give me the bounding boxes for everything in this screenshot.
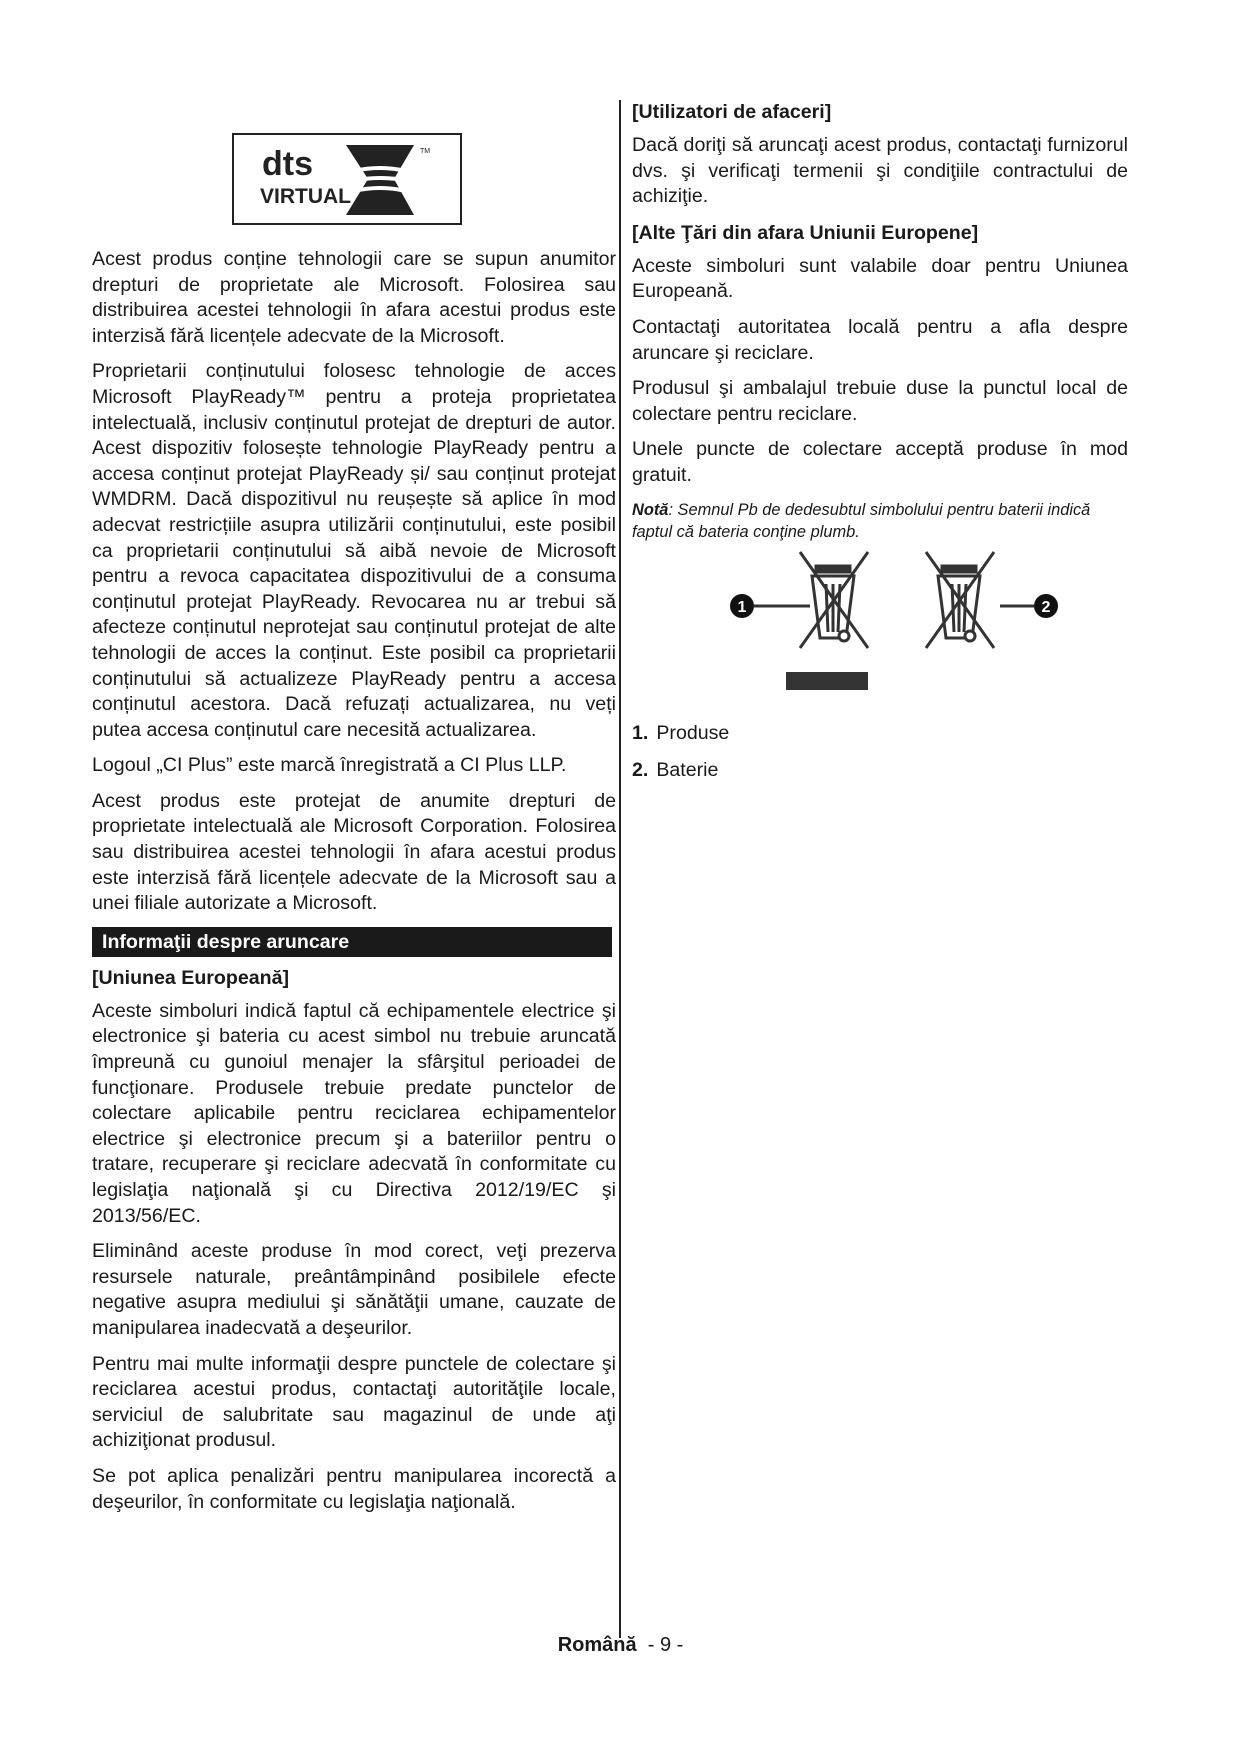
paragraph-other-1: Aceste simboluri sunt valabile doar pentru Uniunea Europeană. [632,254,1128,303]
paragraph-eu-penalties: Se pot aplica penalizări pentru manipularea incorectă a deşeurilor, în conformitate cu legislaţia naţională. [92,1464,616,1513]
weee-symbols [720,546,1090,696]
business-heading: [Utilizatori de afaceri] [632,101,832,123]
tm-mark: TM [420,148,431,155]
paragraph-other-4: Unele puncte de colectare acceptă produse în mod gratuit. [632,438,1128,486]
dts-sub-text: VIRTUAL [260,185,351,208]
paragraph-eu-resources: Eliminând aceste produse în mod corect, veţi prezerva resursele naturale, preântâmpinând posibilele efecte negative asupra mediului şi sănătăţii umane, cauzate de manipularea inadecvată a deşeurilor. [92,1240,616,1339]
paragraph-eu-info: Pentru mai multe informaţii despre punctele de colectare şi reciclarea acestui produs, contactaţi autorităţile locale, serviciul de salubritate sau magazinul de unde aţi achiziţionat produsul. [92,1352,616,1452]
legend-list [632,720,1128,794]
other-countries-heading: [Alte Ţări din afara Uniunii Europene] [632,221,979,244]
paragraph-business: Dacă doriţi să aruncaţi acest produs, contactaţi furnizorul dvs. şi verificaţi termenii şi condiţiile contractului de achiziţie. [632,134,1128,208]
paragraph-other-3: Produsul şi ambalajul trebuie duse la punctul local de colectare pentru reciclare. [632,377,1128,425]
left-column [92,247,616,1525]
dts-brand-text: dts [262,145,313,183]
page-footer [0,1634,1241,1657]
crossed-bin-icon-battery [926,552,994,648]
section-title-disposal: Informaţii despre aruncare [92,927,612,957]
list-item: 1. Produse [632,722,730,744]
note-text: : Semnul Pb de dedesubtul simbolului pentru baterii indică faptul că bateria conţine plumb. [632,500,1091,541]
crossed-bin-icons [720,546,1090,696]
dts-virtual-x-logo [232,133,462,225]
callout-1-label: 1 [737,599,747,616]
paragraph-other-2: Contactaţi autoritatea locală pentru a afla despre aruncare şi reciclare. [632,315,1128,364]
paragraph-playready: Proprietarii conținutului folosesc tehnologie de acces Microsoft PlayReady™ pentru a proteja proprietatea intelectuală, inclusiv conținutul protejat de drepturi de autor. Acest dispozitiv folosește tehnologie PlayReady pentru a accesa conținut protejat PlayReady și/ sau conținut protejat WMDRM. Dacă dispozitivul nu reușește să aplice în mod adecvat restricțiile asupra utilizării conținutului, este posibil ca proprietarii conținutului să aibă nevoie de Microsoft pentru a revoca capacitatea dispozitivului de a consuma conținutul protejat PlayReady. Revocarea nu ar trebui să afecteze conținutul neprotejat sau conținutul protejat de alte tehnologii de acces la conținut. Este posibil ca proprietarii conținutului să actualizeze PlayReady pentru a accesa conținutul acestora. Dacă refuzați actualizarea, nu veți putea accesa conținutul care necesită actualizarea. [92,360,616,741]
footer-language: Română [557,1634,637,1656]
paragraph-microsoft-rights: Acest produs conține tehnologii care se supun anumitor drepturi de proprietate ale Microsoft. Folosirea sau distribuirea acestei tehnologii în afara acestui produs este interzisă fără licențele adecvate de la Microsoft. [92,248,616,347]
paragraph-ci-plus: Logoul „CI Plus” este marcă înregistrată a CI Plus LLP. [92,754,567,777]
right-column [632,99,1128,553]
note-lead [632,499,1128,543]
column-divider [619,100,621,1638]
paragraph-eu-symbols: Aceste simboluri indică faptul că echipamentele electrice şi electronice şi bateria cu acest simbol nu trebuie aruncată împreună cu gunoiul menajer la sfârşitul perioadei de funcţionare. Produsele trebuie predate punctelor de colectare aplicabile pentru reciclarea echipamentelor electrice şi electronice precum şi a bateriilor pentru o tratare, recuperare şi reciclare adecvată în conformitate cu legislaţia naţională şi cu Directiva 2012/19/EC şi 2013/56/EC. [92,999,616,1227]
list-item: 2. Baterie [632,759,719,781]
page-number: - 9 - [647,1634,684,1656]
dts-logo-graphic [234,135,460,223]
note-label: Notă [632,500,669,519]
eu-heading: [Uniunea Europeană] [92,966,290,989]
paragraph-microsoft-ip: Acest produs este protejat de anumite drepturi de proprietate intelectuală ale Microsoft Corporation. Folosirea sau distribuirea acestei tehnologii în afara acestui produs este interzisă fără licențele adecvate de la Microsoft sau a unei filiale autorizate a Microsoft. [92,789,616,915]
callout-2-label: 2 [1041,599,1051,616]
crossed-bin-icon-product [782,552,868,648]
separate-collection-bar [786,672,868,690]
